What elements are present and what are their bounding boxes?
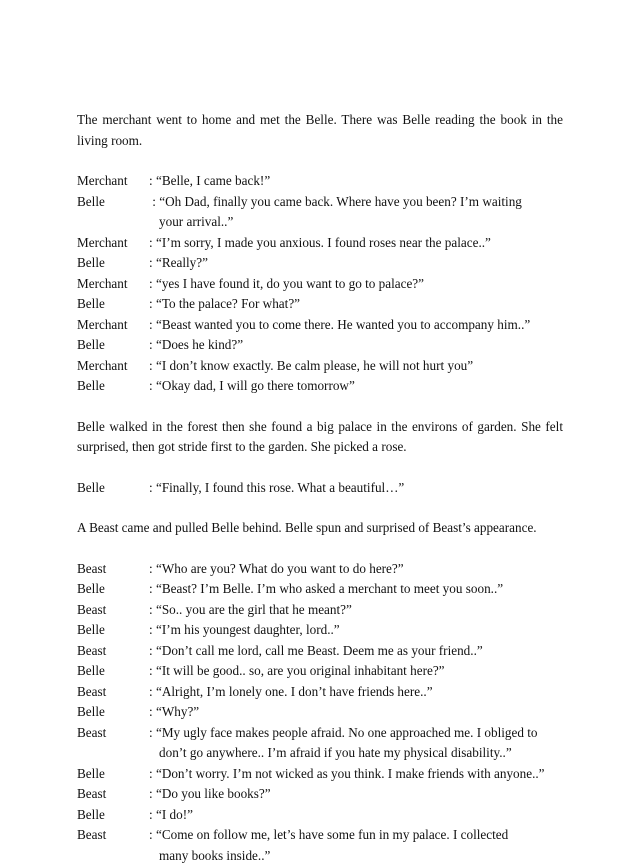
speaker: Belle xyxy=(77,805,149,826)
dialogue-line xyxy=(77,294,563,315)
speaker: Beast xyxy=(77,559,149,580)
spoken-line: : “It will be good.. so, are you original inhabitant here?” xyxy=(149,661,563,682)
spoken-line: : “Belle, I came back!” xyxy=(149,171,563,192)
speaker: Belle xyxy=(77,335,149,356)
dialogue-line xyxy=(77,192,563,233)
dialogue-block xyxy=(77,478,563,499)
spoken-line: : “I do!” xyxy=(149,805,563,826)
speaker: Belle xyxy=(77,661,149,682)
spoken-line: : “yes I have found it, do you want to go to palace?” xyxy=(149,274,563,295)
spoken-line: : “Beast? I’m Belle. I’m who asked a merchant to meet you soon..” xyxy=(149,579,563,600)
narrative-paragraph: The merchant went to home and met the Belle. There was Belle reading the book in the living room. xyxy=(77,110,563,151)
speaker: Merchant xyxy=(77,171,149,192)
dialogue-line xyxy=(77,253,563,274)
spoken-line: : “Alright, I’m lonely one. I don’t have friends here..” xyxy=(149,682,563,703)
dialogue-line xyxy=(77,825,563,866)
spoken-line: : “Why?” xyxy=(149,702,563,723)
speaker: Beast xyxy=(77,825,149,866)
dialogue-line xyxy=(77,315,563,336)
dialogue-line xyxy=(77,600,563,621)
spoken-line: : “So.. you are the girl that he meant?” xyxy=(149,600,563,621)
spoken-line: : “Really?” xyxy=(149,253,563,274)
document-body xyxy=(77,110,563,866)
speaker: Belle xyxy=(77,294,149,315)
dialogue-line xyxy=(77,376,563,397)
spoken-line: : “I’m his youngest daughter, lord..” xyxy=(149,620,563,641)
speaker: Merchant xyxy=(77,315,149,336)
spoken-line: : “Do you like books?” xyxy=(149,784,563,805)
dialogue-line xyxy=(77,478,563,499)
dialogue-line xyxy=(77,620,563,641)
dialogue-line xyxy=(77,356,563,377)
speaker: Belle xyxy=(77,192,149,233)
spoken-line: : “Beast wanted you to come there. He wanted you to accompany him..” xyxy=(149,315,563,336)
dialogue-line xyxy=(77,274,563,295)
dialogue-line xyxy=(77,723,563,764)
speaker: Belle xyxy=(77,253,149,274)
speaker: Beast xyxy=(77,641,149,662)
speaker: Belle xyxy=(77,376,149,397)
spoken-line: : “Who are you? What do you want to do here?” xyxy=(149,559,563,580)
narrative-paragraph: A Beast came and pulled Belle behind. Belle spun and surprised of Beast’s appearance. xyxy=(77,518,563,539)
dialogue-line xyxy=(77,661,563,682)
speaker: Merchant xyxy=(77,356,149,377)
speaker: Merchant xyxy=(77,274,149,295)
spoken-line: : “Okay dad, I will go there tomorrow” xyxy=(149,376,563,397)
dialogue-line xyxy=(77,171,563,192)
speaker: Belle xyxy=(77,620,149,641)
dialogue-line xyxy=(77,764,563,785)
spoken-line: : “Does he kind?” xyxy=(149,335,563,356)
speaker: Beast xyxy=(77,723,149,764)
speaker: Belle xyxy=(77,702,149,723)
speaker: Belle xyxy=(77,579,149,600)
speaker: Beast xyxy=(77,682,149,703)
spoken-line: : “Finally, I found this rose. What a beautiful…” xyxy=(149,478,563,499)
spoken-line: : “Come on follow me, let’s have some fun in my palace. I collected many books inside..” xyxy=(149,825,563,866)
spoken-line: : “Don’t worry. I’m not wicked as you think. I make friends with anyone..” xyxy=(149,764,563,785)
dialogue-line xyxy=(77,335,563,356)
dialogue-line xyxy=(77,784,563,805)
dialogue-line xyxy=(77,702,563,723)
dialogue-line xyxy=(77,805,563,826)
speaker: Beast xyxy=(77,784,149,805)
dialogue-line xyxy=(77,641,563,662)
narrative-paragraph: Belle walked in the forest then she found a big palace in the environs of garden. She felt surprised, then got stride first to the garden. She picked a rose. xyxy=(77,417,563,458)
dialogue-line xyxy=(77,559,563,580)
spoken-line: : “Don’t call me lord, call me Beast. Deem me as your friend..” xyxy=(149,641,563,662)
dialogue-block xyxy=(77,171,563,397)
speaker: Beast xyxy=(77,600,149,621)
spoken-line: : “My ugly face makes people afraid. No one approached me. I obliged to don’t go anywhere.. I’m afraid if you hate my physical disability..” xyxy=(149,723,563,764)
dialogue-line xyxy=(77,233,563,254)
spoken-line: : “I’m sorry, I made you anxious. I found roses near the palace..” xyxy=(149,233,563,254)
speaker: Belle xyxy=(77,478,149,499)
dialogue-block xyxy=(77,559,563,866)
speaker: Merchant xyxy=(77,233,149,254)
dialogue-line xyxy=(77,579,563,600)
spoken-line: : “Oh Dad, finally you came back. Where have you been? I’m waiting your arrival..” xyxy=(149,192,563,233)
speaker: Belle xyxy=(77,764,149,785)
spoken-line: : “To the palace? For what?” xyxy=(149,294,563,315)
dialogue-line xyxy=(77,682,563,703)
spoken-line: : “I don’t know exactly. Be calm please, he will not hurt you” xyxy=(149,356,563,377)
